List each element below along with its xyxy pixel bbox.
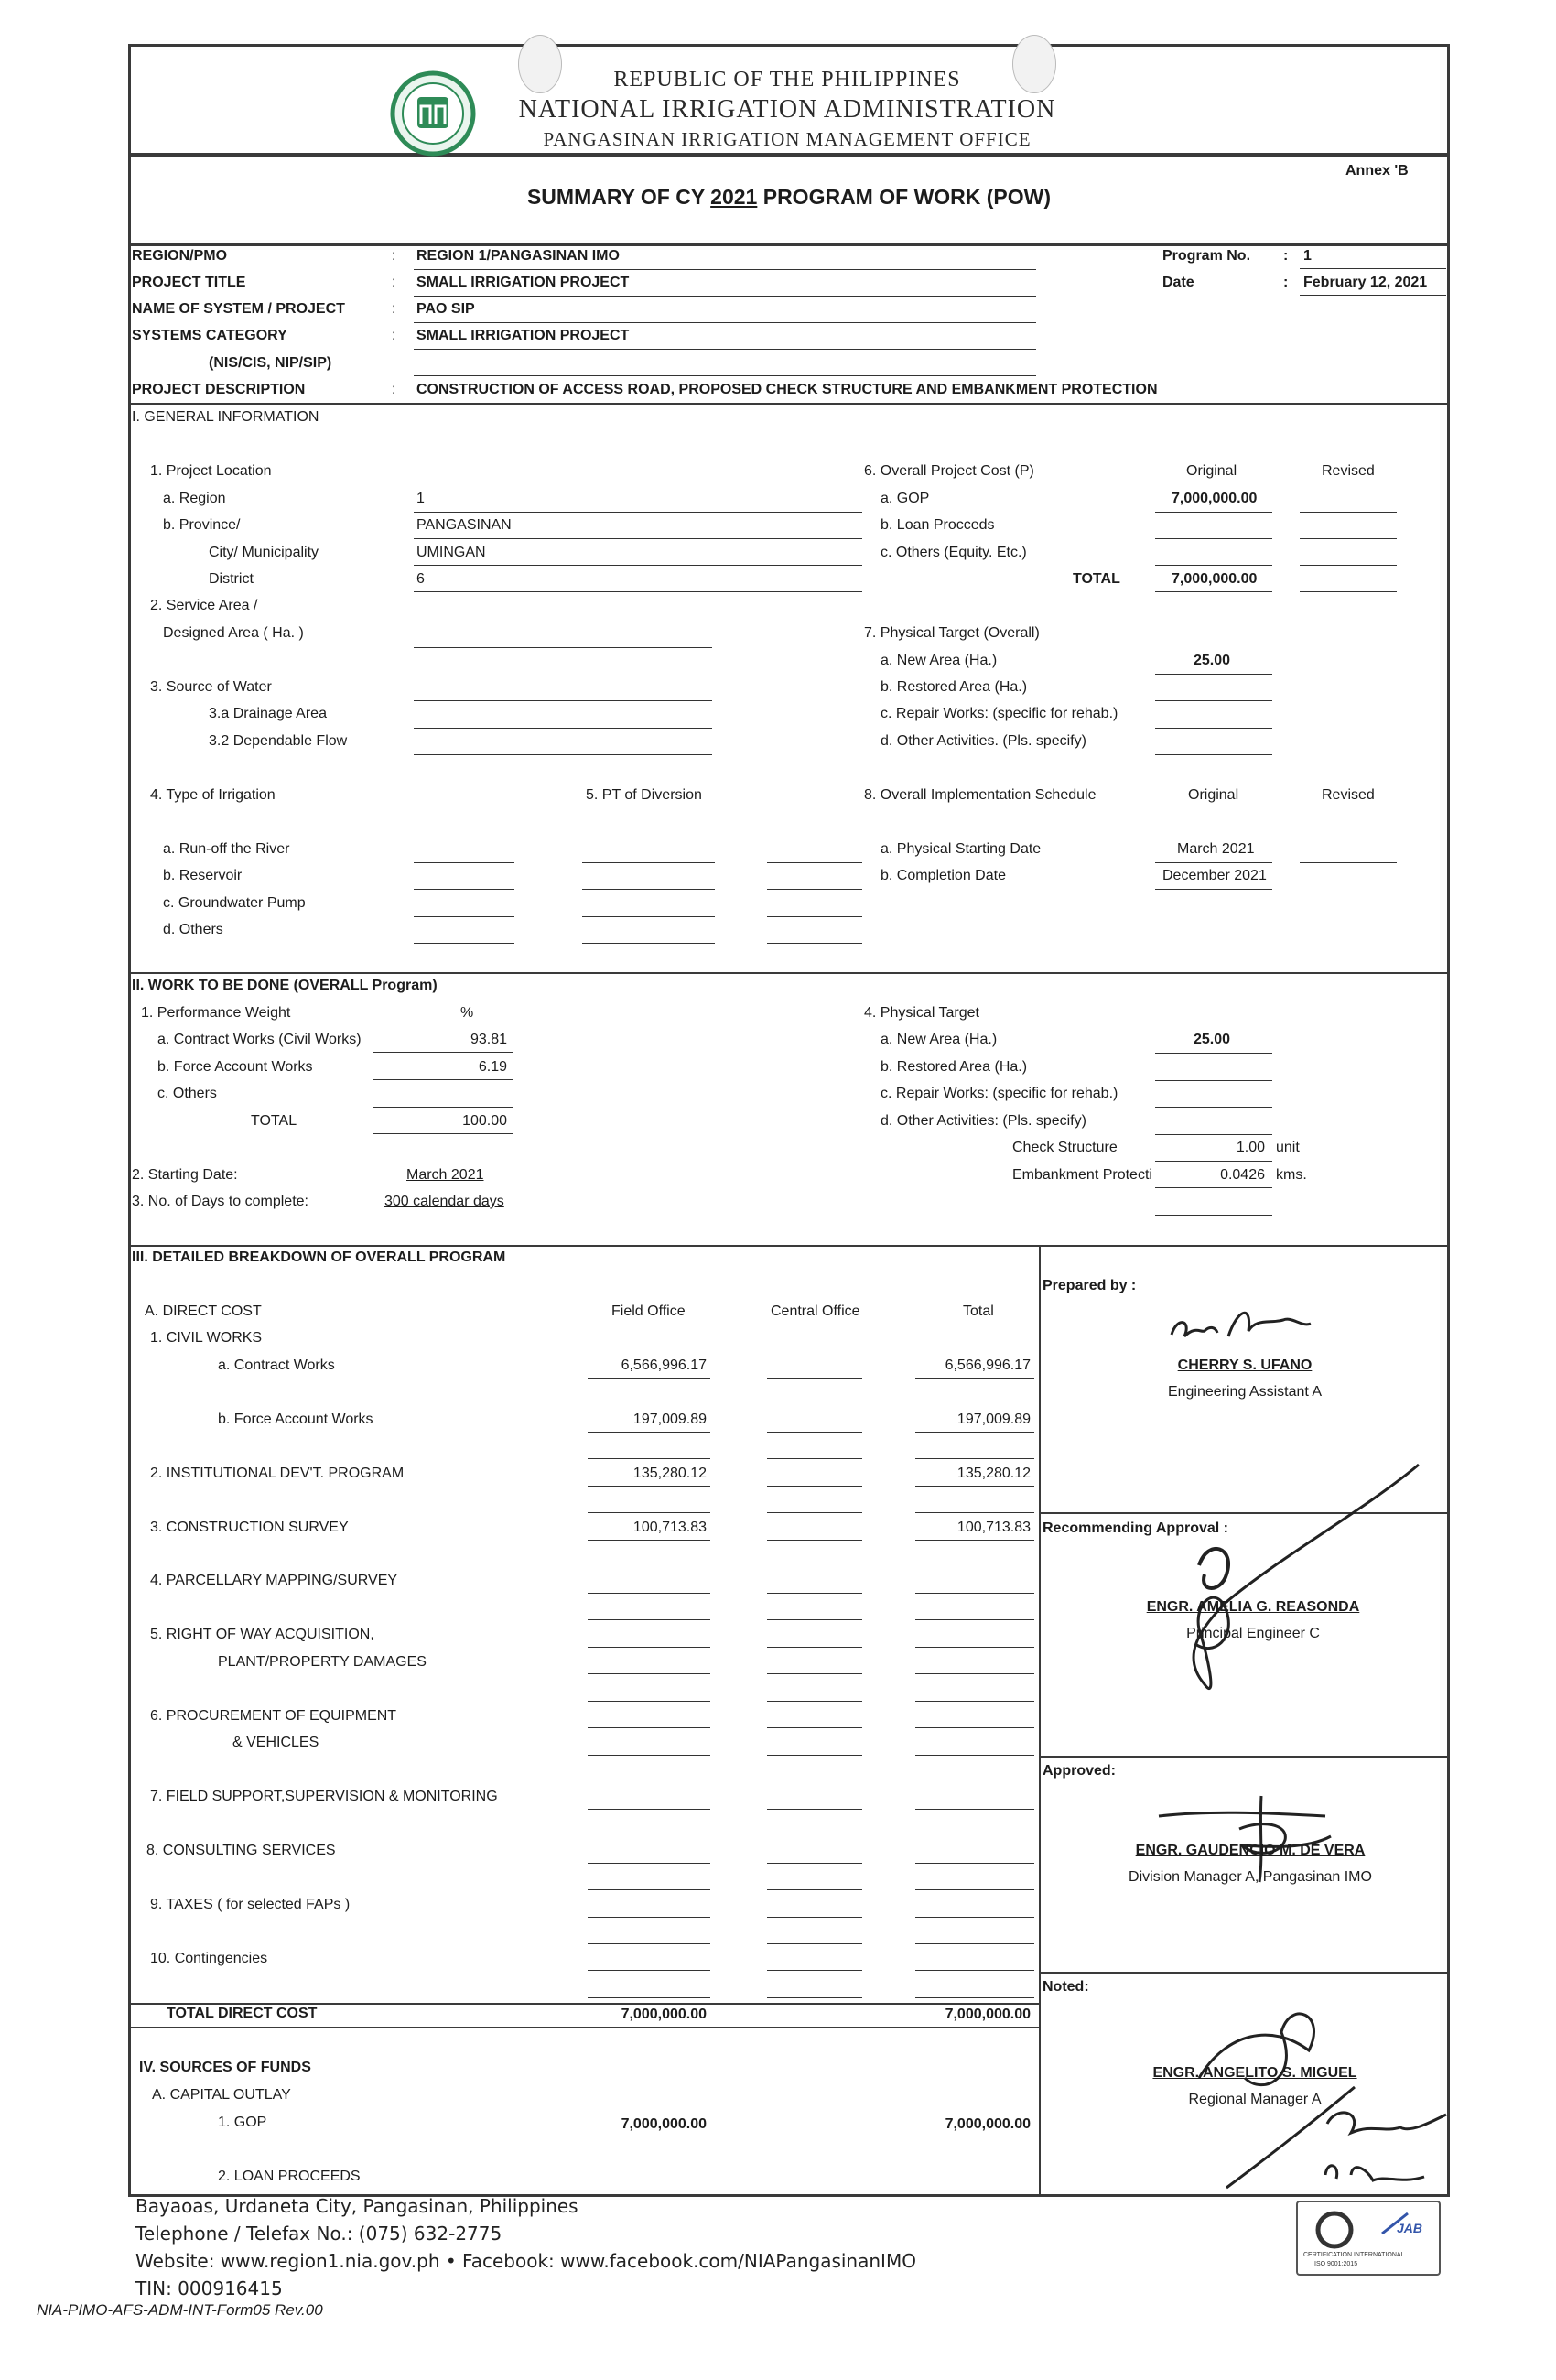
taxes-label: 9. TAXES ( for selected FAPs ) bbox=[150, 1897, 351, 1912]
value-description: CONSTRUCTION OF ACCESS ROAD, PROPOSED CHECK STRUCTURE AND EMBANKMENT PROTECTION bbox=[416, 382, 1158, 397]
weight-total-label: TOTAL bbox=[251, 1113, 297, 1129]
entry-rule bbox=[767, 1917, 862, 1918]
divider bbox=[1039, 1245, 1041, 2197]
col-field-office: Field Office bbox=[611, 1304, 686, 1319]
construction-survey-row-label: 3. CONSTRUCTION SURVEY bbox=[150, 1520, 349, 1535]
district-label: District bbox=[209, 571, 254, 587]
embankment-value: 0.0426 bbox=[1220, 1167, 1265, 1183]
entry-rule bbox=[588, 1809, 710, 1810]
days-value: 300 calendar days bbox=[384, 1194, 504, 1209]
entry-rule bbox=[588, 1997, 710, 1998]
gop-fund-total: 7,000,000.00 bbox=[945, 2116, 1031, 2132]
work-new-area-label: a. New Area (Ha.) bbox=[881, 1032, 998, 1047]
entry-rule bbox=[767, 1486, 862, 1487]
construction-survey-total: 100,713.83 bbox=[956, 1520, 1031, 1535]
city-label: City/ Municipality bbox=[209, 545, 319, 560]
dependable-flow-label: 3.2 Dependable Flow bbox=[209, 733, 348, 749]
region-label: a. Region bbox=[163, 491, 226, 506]
field-support-label: 7. FIELD SUPPORT,SUPERVISION & MONITORING bbox=[150, 1789, 498, 1804]
punch-hole bbox=[518, 35, 562, 93]
procurement-sub-label: & VEHICLES bbox=[232, 1735, 319, 1750]
runoff-label: a. Run-off the River bbox=[163, 841, 290, 857]
repair-works-label: c. Repair Works: (specific for rehab.) bbox=[881, 706, 1118, 721]
completion-date-value: December 2021 bbox=[1162, 868, 1267, 883]
label-category: SYSTEMS CATEGORY bbox=[132, 328, 287, 343]
start-date-label: a. Physical Starting Date bbox=[881, 841, 1042, 857]
percent-header: % bbox=[460, 1005, 474, 1021]
colon: : bbox=[392, 275, 396, 290]
entry-rule bbox=[915, 1889, 1034, 1890]
entry-rule bbox=[588, 1701, 710, 1702]
gop-label: a. GOP bbox=[881, 491, 930, 506]
irrigation-type-label: 4. Type of Irrigation bbox=[150, 787, 276, 803]
total-direct-cost-label: TOTAL DIRECT COST bbox=[167, 2006, 318, 2021]
gop-value: 7,000,000.00 bbox=[1172, 491, 1258, 506]
construction-survey-field: 100,713.83 bbox=[632, 1520, 707, 1535]
entry-rule bbox=[915, 1486, 1034, 1487]
district-value: 6 bbox=[416, 571, 425, 587]
iso-certification-badge bbox=[1296, 2201, 1441, 2276]
contract-works-value: 93.81 bbox=[470, 1032, 507, 1047]
value-project-title: SMALL IRRIGATION PROJECT bbox=[416, 275, 630, 290]
designed-area-label: Designed Area ( Ha. ) bbox=[163, 625, 304, 641]
divider bbox=[128, 403, 1450, 405]
service-area-label: 2. Service Area / bbox=[150, 598, 258, 613]
colon: : bbox=[1283, 248, 1289, 264]
pt-diversion-label: 5. PT of Diversion bbox=[586, 787, 702, 803]
entry-rule bbox=[767, 1809, 862, 1810]
recommending-name: ENGR. AMELIA G. REASONDA bbox=[1146, 1599, 1360, 1615]
label-project-title: PROJECT TITLE bbox=[132, 275, 246, 290]
entry-rule bbox=[915, 1619, 1034, 1620]
entry-rule bbox=[915, 1809, 1034, 1810]
entry-rule bbox=[767, 1458, 862, 1459]
reservoir-label: b. Reservoir bbox=[163, 868, 243, 883]
entry-rule bbox=[915, 1432, 1034, 1433]
consulting-label: 8. CONSULTING SERVICES bbox=[146, 1843, 336, 1858]
entry-rule bbox=[767, 1727, 862, 1728]
entry-rule bbox=[915, 1917, 1034, 1918]
schedule-label: 8. Overall Implementation Schedule bbox=[864, 787, 1097, 803]
label-system: NAME OF SYSTEM / PROJECT bbox=[132, 301, 345, 317]
entry-rule bbox=[915, 1727, 1034, 1728]
divider bbox=[128, 972, 1450, 974]
section-general-heading: I. GENERAL INFORMATION bbox=[132, 409, 319, 425]
entry-rule bbox=[915, 1755, 1034, 1756]
capital-outlay-label: A. CAPITAL OUTLAY bbox=[152, 2087, 291, 2103]
province-label: b. Province/ bbox=[163, 517, 241, 533]
procurement-label: 6. PROCUREMENT OF EQUIPMENT bbox=[150, 1708, 397, 1724]
entry-rule bbox=[915, 1943, 1034, 1944]
colon: : bbox=[392, 382, 396, 397]
punch-hole bbox=[1012, 35, 1056, 93]
page-title: SUMMARY OF CY 2021 PROGRAM OF WORK (POW) bbox=[526, 185, 1052, 209]
entry-rule bbox=[767, 1647, 862, 1648]
starting-date-label: 2. Starting Date: bbox=[132, 1167, 238, 1183]
institutional-field: 135,280.12 bbox=[632, 1466, 707, 1481]
entry-rule bbox=[767, 1512, 862, 1513]
right-of-way-label: 5. RIGHT OF WAY ACQUISITION, bbox=[150, 1627, 374, 1642]
source-water-label: 3. Source of Water bbox=[150, 679, 272, 695]
approved-name: ENGR. GAUDENCIO M. DE VERA bbox=[1135, 1843, 1366, 1858]
prepared-title: Engineering Assistant A bbox=[1167, 1384, 1323, 1400]
original-header: Original bbox=[1186, 463, 1237, 479]
embankment-unit: kms. bbox=[1276, 1167, 1307, 1183]
completion-date-label: b. Completion Date bbox=[881, 868, 1006, 883]
loan-proceeds-label: 2. LOAN PROCEEDS bbox=[218, 2169, 361, 2184]
entry-rule bbox=[767, 1619, 862, 1620]
contract-works-label: a. Contract Works (Civil Works) bbox=[157, 1032, 362, 1047]
starting-date-value: March 2021 bbox=[406, 1167, 484, 1183]
label-description: PROJECT DESCRIPTION bbox=[132, 382, 306, 397]
cost-total-label: TOTAL bbox=[1073, 571, 1120, 587]
col-total: Total bbox=[963, 1304, 994, 1319]
city-value: UMINGAN bbox=[416, 545, 486, 560]
prepared-by-label: Prepared by : bbox=[1043, 1278, 1137, 1293]
value-region: REGION 1/PANGASINAN IMO bbox=[416, 248, 620, 264]
province-value: PANGASINAN bbox=[416, 517, 512, 533]
project-location-label: 1. Project Location bbox=[150, 463, 272, 479]
direct-cost-label: A. DIRECT COST bbox=[145, 1304, 262, 1319]
others-equity-label: c. Others (Equity. Etc.) bbox=[881, 545, 1027, 560]
colon: : bbox=[1283, 275, 1289, 290]
contract-works-field: 6,566,996.17 bbox=[621, 1358, 707, 1373]
entry-rule bbox=[767, 1701, 862, 1702]
entry-rule bbox=[915, 1647, 1034, 1648]
entry-rule bbox=[767, 1432, 862, 1433]
footer-phone: Telephone / Telefax No.: (075) 632-2775 bbox=[135, 2223, 502, 2245]
work-other-activities-label: d. Other Activities: (Pls. specify) bbox=[881, 1113, 1086, 1129]
colon: : bbox=[392, 248, 396, 264]
entry-rule bbox=[915, 1701, 1034, 1702]
entry-rule bbox=[767, 1378, 862, 1379]
entry-rule bbox=[915, 1997, 1034, 1998]
check-structure-label: Check Structure bbox=[1012, 1140, 1118, 1155]
contract-works-total: 6,566,996.17 bbox=[945, 1358, 1031, 1373]
noted-name: ENGR. ANGELITO S. MIGUEL bbox=[1152, 2065, 1357, 2081]
parcellary-label: 4. PARCELLARY MAPPING/SURVEY bbox=[150, 1573, 398, 1588]
label-region: REGION/PMO bbox=[132, 248, 228, 264]
region-value: 1 bbox=[416, 491, 425, 506]
cert-iso: ISO 9001:2015 bbox=[1314, 2261, 1358, 2267]
entry-rule bbox=[588, 1458, 710, 1459]
label-program-no: Program No. bbox=[1162, 248, 1251, 264]
work-restored-label: b. Restored Area (Ha.) bbox=[881, 1059, 1028, 1075]
footer-address: Bayaoas, Urdaneta City, Pangasinan, Philippines bbox=[135, 2195, 578, 2217]
entry-rule bbox=[767, 1755, 862, 1756]
restored-area-label: b. Restored Area (Ha.) bbox=[881, 679, 1028, 695]
divider bbox=[1039, 1756, 1450, 1758]
form-code: NIA-PIMO-AFS-ADM-INT-Form05 Rev.00 bbox=[37, 2301, 323, 2319]
project-cost-label: 6. Overall Project Cost (P) bbox=[864, 463, 1034, 479]
embankment-label: Embankment Protecti bbox=[1012, 1167, 1152, 1183]
header-office: PANGASINAN IRRIGATION MANAGEMENT OFFICE bbox=[543, 128, 1032, 150]
entry-rule bbox=[588, 1917, 710, 1918]
institutional-row-label: 2. INSTITUTIONAL DEV'T. PROGRAM bbox=[150, 1466, 405, 1481]
cert-jab: JAB bbox=[1397, 2221, 1423, 2235]
annex-label: Annex 'B bbox=[1345, 163, 1409, 178]
entry-rule bbox=[915, 1863, 1034, 1864]
check-structure-unit: unit bbox=[1276, 1140, 1300, 1155]
divider bbox=[128, 2027, 1039, 2028]
gop-fund-field: 7,000,000.00 bbox=[621, 2116, 707, 2132]
col-central-office: Central Office bbox=[771, 1304, 860, 1319]
cost-total-value: 7,000,000.00 bbox=[1172, 571, 1258, 587]
right-of-way-sub-label: PLANT/PROPERTY DAMAGES bbox=[218, 1654, 427, 1670]
label-category-sub: (NIS/CIS, NIP/SIP) bbox=[209, 355, 332, 371]
label-date: Date bbox=[1162, 275, 1194, 290]
entry-rule bbox=[588, 1512, 710, 1513]
colon: : bbox=[392, 328, 396, 343]
entry-rule bbox=[588, 1540, 710, 1541]
entry-rule bbox=[588, 1593, 710, 1594]
recommending-title: Principal Engineer C bbox=[1186, 1626, 1320, 1641]
header-republic: REPUBLIC OF THE PHILIPPINES bbox=[613, 68, 961, 92]
force-account-value: 6.19 bbox=[478, 1059, 507, 1075]
entry-rule bbox=[767, 1889, 862, 1890]
cert-name: CERTIFICATION INTERNATIONAL bbox=[1303, 2252, 1405, 2258]
entry-rule bbox=[588, 1378, 710, 1379]
performance-weight-label: 1. Performance Weight bbox=[141, 1005, 291, 1021]
approved-label: Approved: bbox=[1043, 1763, 1116, 1779]
prepared-signature bbox=[1164, 1300, 1338, 1359]
footer-website: Website: www.region1.nia.gov.ph • Facebook: www.facebook.com/NIAPangasinanIMO bbox=[135, 2250, 916, 2272]
entry-rule bbox=[767, 1943, 862, 1944]
work-new-area-value: 25.00 bbox=[1194, 1032, 1231, 1047]
entry-rule bbox=[767, 1863, 862, 1864]
value-category: SMALL IRRIGATION PROJECT bbox=[416, 328, 630, 343]
work-physical-target-label: 4. Physical Target bbox=[864, 1005, 979, 1021]
colon: : bbox=[392, 301, 396, 317]
check-structure-value: 1.00 bbox=[1236, 1140, 1265, 1155]
recommending-signature bbox=[1144, 1455, 1446, 1735]
entry-rule bbox=[588, 1619, 710, 1620]
entry-rule bbox=[588, 1673, 710, 1674]
footer-tin: TIN: 000916415 bbox=[135, 2277, 283, 2299]
entry-rule bbox=[588, 1432, 710, 1433]
schedule-original-header: Original bbox=[1188, 787, 1239, 803]
drainage-area-label: 3.a Drainage Area bbox=[209, 706, 327, 721]
entry-rule bbox=[915, 1970, 1034, 1971]
entry-rule bbox=[588, 1943, 710, 1944]
noted-title: Regional Manager A bbox=[1188, 2092, 1322, 2107]
others-weight-label: c. Others bbox=[157, 1086, 217, 1101]
work-repair-label: c. Repair Works: (specific for rehab.) bbox=[881, 1086, 1118, 1101]
entry-rule bbox=[588, 1727, 710, 1728]
entry-rule bbox=[915, 1378, 1034, 1379]
force-account-row-label: b. Force Account Works bbox=[218, 1412, 373, 1427]
entry-rule bbox=[588, 1755, 710, 1756]
entry-rule bbox=[767, 1540, 862, 1541]
entry-rule bbox=[915, 1512, 1034, 1513]
recommending-label: Recommending Approval : bbox=[1043, 1520, 1228, 1536]
entry-rule bbox=[588, 1863, 710, 1864]
weight-total-value: 100.00 bbox=[462, 1113, 507, 1129]
entry-rule bbox=[588, 1486, 710, 1487]
noted-label: Noted: bbox=[1043, 1979, 1089, 1995]
new-area-label: a. New Area (Ha.) bbox=[881, 653, 998, 668]
force-account-label: b. Force Account Works bbox=[157, 1059, 313, 1075]
other-activities-label: d. Other Activities. (Pls. specify) bbox=[881, 733, 1086, 749]
value-date: February 12, 2021 bbox=[1303, 275, 1428, 290]
nia-logo bbox=[383, 70, 483, 157]
new-area-value: 25.00 bbox=[1194, 653, 1231, 668]
entry-rule bbox=[915, 1540, 1034, 1541]
days-label: 3. No. of Days to complete: bbox=[132, 1194, 308, 1209]
value-program-no: 1 bbox=[1303, 248, 1312, 264]
start-date-value: March 2021 bbox=[1177, 841, 1255, 857]
revised-header: Revised bbox=[1322, 463, 1375, 479]
entry-rule bbox=[588, 1889, 710, 1890]
section-work-heading: II. WORK TO BE DONE (OVERALL Program) bbox=[132, 978, 438, 993]
value-system: PAO SIP bbox=[416, 301, 475, 317]
section-breakdown-heading: III. DETAILED BREAKDOWN OF OVERALL PROGRAM bbox=[132, 1250, 506, 1265]
entry-rule bbox=[915, 1673, 1034, 1674]
entry-rule bbox=[767, 1593, 862, 1594]
divider bbox=[128, 2003, 1039, 2005]
entry-rule bbox=[915, 1593, 1034, 1594]
entry-rule bbox=[767, 1673, 862, 1674]
civil-works-label: 1. CIVIL WORKS bbox=[150, 1330, 263, 1346]
entry-rule bbox=[915, 1458, 1034, 1459]
entry-rule bbox=[767, 1970, 862, 1971]
gop-fund-label: 1. GOP bbox=[218, 2115, 267, 2130]
contract-works-row-label: a. Contract Works bbox=[218, 1358, 335, 1373]
sources-of-funds-label: IV. SOURCES OF FUNDS bbox=[139, 2060, 311, 2075]
header-agency: NATIONAL IRRIGATION ADMINISTRATION bbox=[518, 95, 1056, 124]
divider bbox=[1039, 1972, 1450, 1974]
divider bbox=[128, 1245, 1450, 1247]
physical-target-label: 7. Physical Target (Overall) bbox=[864, 625, 1040, 641]
approved-title: Division Manager A, Pangasinan IMO bbox=[1129, 1869, 1372, 1885]
schedule-revised-header: Revised bbox=[1322, 787, 1375, 803]
others-label: d. Others bbox=[163, 922, 223, 937]
total-direct-cost-field: 7,000,000.00 bbox=[621, 2007, 707, 2022]
loan-label: b. Loan Procceds bbox=[881, 517, 995, 533]
prepared-name: CHERRY S. UFANO bbox=[1177, 1358, 1313, 1373]
entry-rule bbox=[588, 1970, 710, 1971]
institutional-total: 135,280.12 bbox=[956, 1466, 1031, 1481]
entry-rule bbox=[588, 1647, 710, 1648]
total-direct-cost-total: 7,000,000.00 bbox=[945, 2007, 1031, 2022]
force-account-field: 197,009.89 bbox=[632, 1412, 707, 1427]
groundwater-label: c. Groundwater Pump bbox=[163, 895, 306, 911]
contingencies-label: 10. Contingencies bbox=[150, 1951, 268, 1966]
entry-rule bbox=[767, 1997, 862, 1998]
force-account-total: 197,009.89 bbox=[956, 1412, 1031, 1427]
